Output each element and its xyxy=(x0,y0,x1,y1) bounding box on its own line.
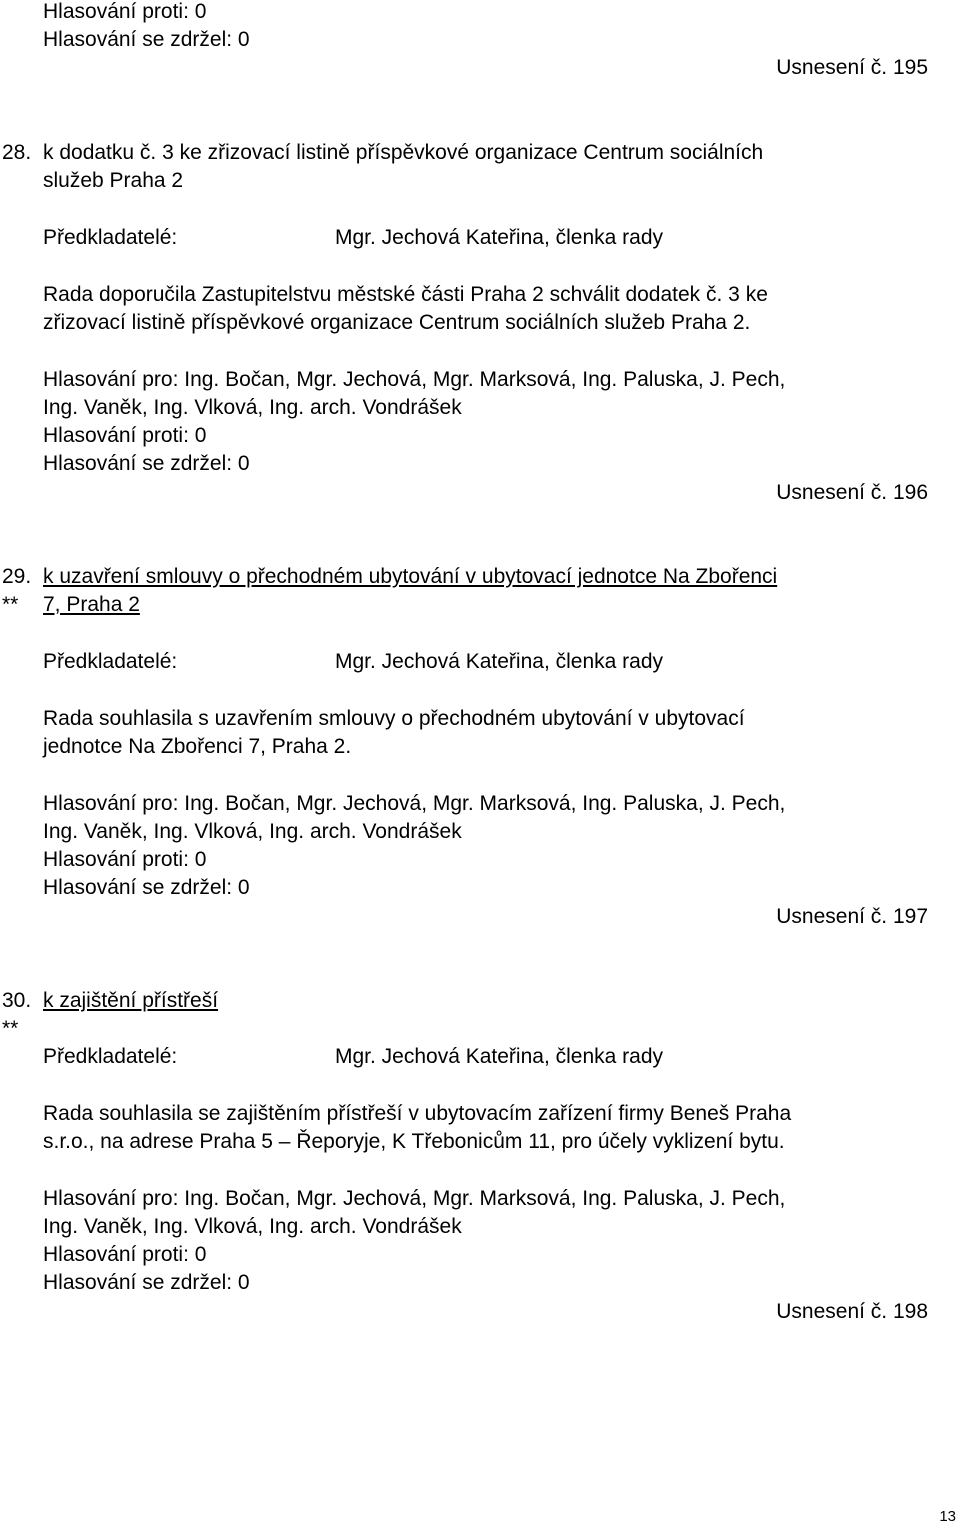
item-number: 29. xyxy=(2,565,32,588)
submitter-name: Mgr. Jechová Kateřina, členka rady xyxy=(335,1045,664,1068)
submitter-name: Mgr. Jechová Kateřina, členka rady xyxy=(335,650,664,673)
item-title-line: k uzavření smlouvy o přechodném ubytování v ubytovací jednotce Na Zbořenci xyxy=(43,565,778,588)
item-number: 28. xyxy=(2,141,32,164)
vote-against: Hlasování proti: 0 xyxy=(43,0,207,23)
submitters-label: Předkladatelé: xyxy=(43,1045,178,1068)
vote-for-line: Ing. Vaněk, Ing. Vlková, Ing. arch. Vondrášek xyxy=(43,820,462,843)
resolution-number: Usnesení č. 198 xyxy=(776,1300,928,1323)
vote-abstained: Hlasování se zdržel: 0 xyxy=(43,452,250,475)
item-title-line: k zajištění přístřeší xyxy=(43,989,219,1012)
submitter-name: Mgr. Jechová Kateřina, členka rady xyxy=(335,226,664,249)
vote-against: Hlasování proti: 0 xyxy=(43,848,207,871)
vote-abstained: Hlasování se zdržel: 0 xyxy=(43,876,250,899)
item-title-line: služeb Praha 2 xyxy=(43,169,184,192)
vote-against: Hlasování proti: 0 xyxy=(43,424,207,447)
decision-line: Rada souhlasila s uzavřením smlouvy o přechodném ubytování v ubytovací xyxy=(43,707,745,730)
decision-line: jednotce Na Zbořenci 7, Praha 2. xyxy=(43,735,352,758)
decision-line: s.r.o., na adrese Praha 5 – Řeporyje, K Třebonicům 11, pro účely vyklizení bytu. xyxy=(43,1130,785,1153)
decision-line: Rada souhlasila se zajištěním přístřeší v ubytovacím zařízení firmy Beneš Praha xyxy=(43,1102,792,1125)
item-title-line: 7, Praha 2 xyxy=(43,593,140,616)
resolution-number: Usnesení č. 196 xyxy=(776,481,928,504)
item-title-line: k dodatku č. 3 ke zřizovací listině příspěvkové organizace Centrum sociálních xyxy=(43,141,764,164)
vote-for-line: Hlasování pro: Ing. Bočan, Mgr. Jechová, Mgr. Marksová, Ing. Paluska, J. Pech, xyxy=(43,792,786,815)
resolution-number: Usnesení č. 197 xyxy=(776,905,928,928)
vote-for-line: Hlasování pro: Ing. Bočan, Mgr. Jechová, Mgr. Marksová, Ing. Paluska, J. Pech, xyxy=(43,1187,786,1210)
decision-line: zřizovací listině příspěvkové organizace Centrum sociálních služeb Praha 2. xyxy=(43,311,751,334)
item-number: 30. xyxy=(2,989,32,1012)
vote-abstained: Hlasování se zdržel: 0 xyxy=(43,1271,250,1294)
item-stars: ** xyxy=(2,593,19,616)
item-stars: ** xyxy=(2,1017,19,1040)
vote-for-line: Ing. Vaněk, Ing. Vlková, Ing. arch. Vondrášek xyxy=(43,396,462,419)
vote-against: Hlasování proti: 0 xyxy=(43,1243,207,1266)
submitters-label: Předkladatelé: xyxy=(43,650,178,673)
vote-for-line: Hlasování pro: Ing. Bočan, Mgr. Jechová, Mgr. Marksová, Ing. Paluska, J. Pech, xyxy=(43,368,786,391)
resolution-number: Usnesení č. 195 xyxy=(776,56,928,79)
submitters-label: Předkladatelé: xyxy=(43,226,178,249)
page-number: 13 xyxy=(939,1508,956,1525)
decision-line: Rada doporučila Zastupitelstvu městské části Praha 2 schválit dodatek č. 3 ke xyxy=(43,283,768,306)
vote-abstained: Hlasování se zdržel: 0 xyxy=(43,28,250,51)
vote-for-line: Ing. Vaněk, Ing. Vlková, Ing. arch. Vondrášek xyxy=(43,1215,462,1238)
